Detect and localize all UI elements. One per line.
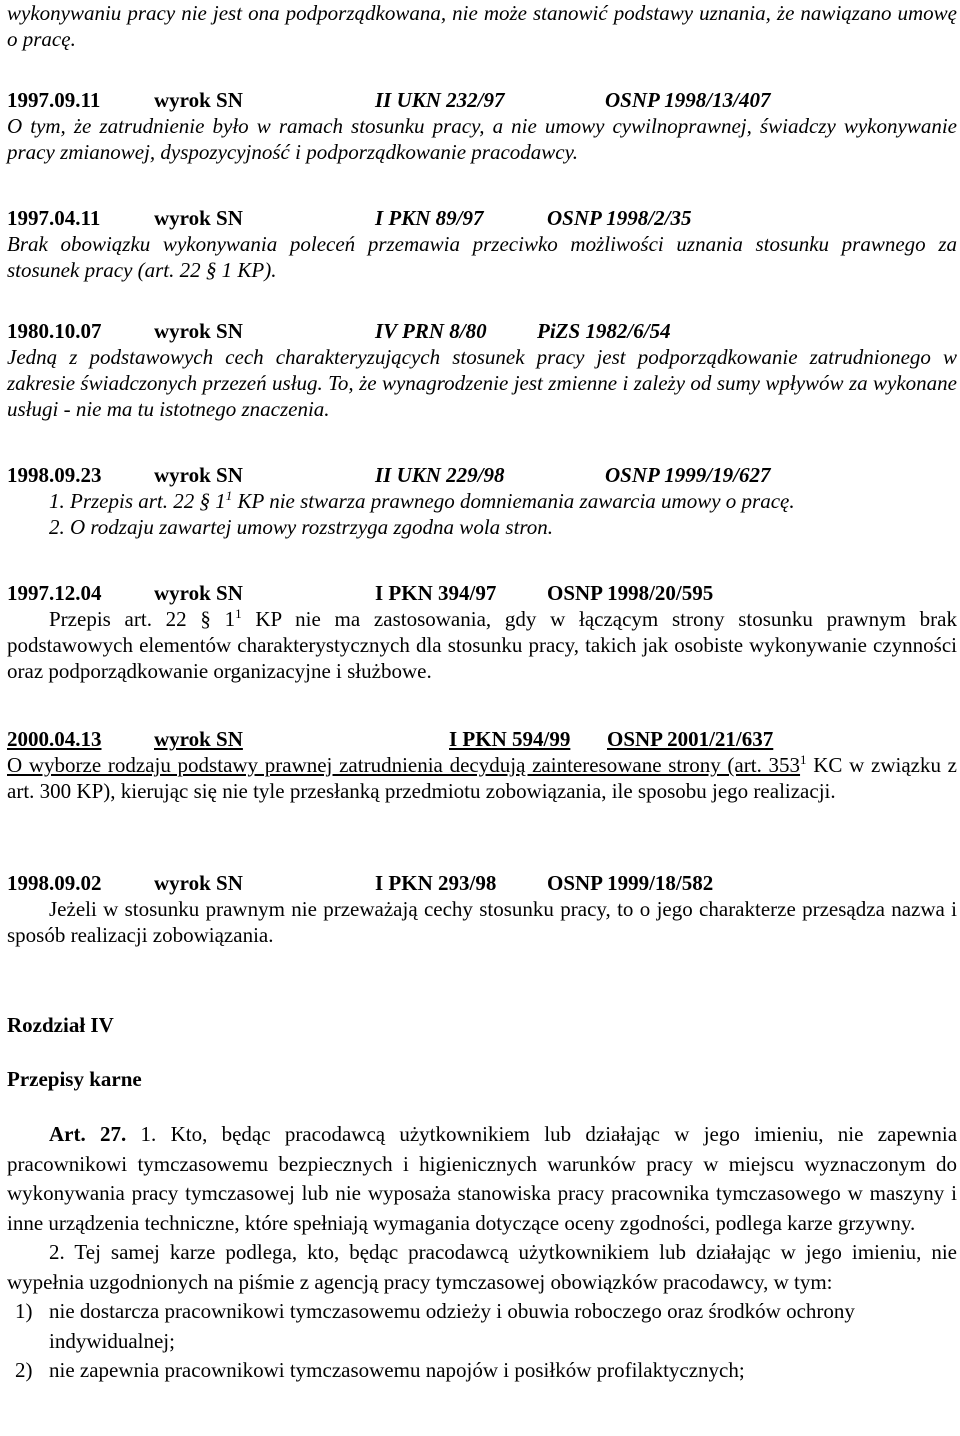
chapter-title: Rozdział IV [7,1013,114,1037]
case-kind: wyrok SN [154,871,243,895]
article-label: Art. 27. [49,1122,127,1146]
case-header [7,205,957,231]
case-header [7,726,957,752]
case-header [7,870,957,896]
case-date: 1998.09.02 [7,871,102,895]
case-kind: wyrok SN [154,88,243,112]
case-publication: OSNP 1998/13/407 [605,88,771,112]
article-27 [7,1120,957,1386]
chapter-subtitle: Przepisy karne [7,1067,142,1091]
case-date: 1998.09.23 [7,463,102,487]
case-entry [7,87,957,165]
case-date: 2000.04.13 [7,727,102,751]
case-publication: OSNP 1999/19/627 [605,463,771,487]
case-text: Przepis art. 22 § $1^1$ KP nie ma zastosowania, gdy w łączącym strony stosunku prawnym brak podstawowych elementów charakterystycznych dla stosunku pracy, takich jak osobiste wykonywanie czynności oraz podporządkowanie organizacyjne i służbowe. [7,606,957,683]
case-entry [7,870,957,948]
case-publication: PiZS 1982/6/54 [537,319,671,343]
case-entry [7,462,957,540]
case-signature: I PKN 594/99 [449,727,571,751]
case-signature: I PKN 394/97 [375,581,497,605]
case-text: O tym, że zatrudnienie było w ramach stosunku pracy, a nie umowy cywilnoprawnej, świadczy wykonywanie pracy zmianowej, dyspozycyjność i podporządkowanie pracodawcy. [7,114,957,164]
list-item: 1) nie dostarcza pracownikowi tymczasowemu odzieży i obuwia roboczego oraz środków ochrony indywidualnej; [15,1299,855,1353]
case-text: Jedną z podstawowych cech charakteryzujących stosunek pracy jest podporządkowanie zatrudnionego w zakresie świadczonych przezeń usług. To, że wynagrodzenie jest zmienne i zależy od sumy wpływów za wykonane usługi - nie ma tu istotnego znaczenia. [7,345,957,421]
case-text: O wyborze rodzaju podstawy prawnej zatrudnienia decydują zainteresowane strony (art. $353^1$ KC w związku z art. 300 KP), kierując się nie tyle przesłanką przedmiotu zobowiązania, ile sposobu jego realizacji. [7,752,957,803]
intro-paragraph: wykonywaniu pracy nie jest ona podporządkowana, nie może stanowić podstawy uznania, że nawiązano umowę o pracę. [7,1,957,51]
article-paragraph-1: Art. 27. 1. Kto, będąc pracodawcą użytkownikiem lub działając w jego imieniu, nie zapewnia pracownikowi tymczasowemu bezpiecznych i higienicznych warunków pracy w miejscu wyznaczonym do wykonywania pracy tymczasowej lub nie wyposaża stanowiska pracy pracownika tymczasowego w maszyny i inne urządzenia techniczne, które spełniają wymagania dotyczące oceny zgodności, podlega karze grzywny. [7,1122,958,1235]
case-publication: OSNP 2001/21/637 [607,727,774,751]
case-date: 1980.10.07 [7,319,102,343]
case-entry [7,726,957,804]
case-entry [7,205,957,283]
case-publication: OSNP 1999/18/582 [547,871,714,895]
case-entry [7,580,957,684]
case-entry [7,318,957,422]
case-header [7,87,957,113]
case-item-1: 1. Przepis art. 22 § $1^1$ KP nie stwarza prawnego domniemania zawarcia umowy o pracę. [49,488,795,513]
case-date: 1997.12.04 [7,581,102,605]
case-kind: wyrok SN [154,581,243,605]
case-text: Brak obowiązku wykonywania poleceń przemawia przeciwko możliwości uznania stosunku prawnego za stosunek pracy (art. 22 § 1 KP). [7,232,957,282]
case-header [7,318,957,344]
case-text: Jeżeli w stosunku prawnym nie przeważają cechy stosunku pracy, to o jego charakterze przesądza nazwa i sposób realizacji zobowiązania. [7,897,957,947]
case-publication: OSNP 1998/20/595 [547,581,714,605]
case-kind: wyrok SN [154,463,243,487]
case-signature: IV PRN 8/80 [375,319,487,343]
case-header [7,462,957,488]
case-signature: I PKN 89/97 [375,206,484,230]
case-date: 1997.09.11 [7,88,101,112]
article-paragraph-2: 2. Tej samej karze podlega, kto, będąc pracodawcą użytkownikiem lub działając w jego imieniu, nie wypełnia uzgodnionych na piśmie z agencją pracy tymczasowej obowiązków pracodawcy, w tym: [7,1240,957,1294]
case-publication: OSNP 1998/2/35 [547,206,692,230]
case-kind: wyrok SN [154,727,243,751]
case-header [7,580,957,606]
case-date: 1997.04.11 [7,206,101,230]
case-signature: II UKN 229/98 [375,463,505,487]
case-signature: I PKN 293/98 [375,871,497,895]
case-kind: wyrok SN [154,319,243,343]
case-signature: II UKN 232/97 [375,88,505,112]
list-item: 2) nie zapewnia pracownikowi tymczasowemu napojów i posiłków profilaktycznych; [15,1358,745,1382]
case-kind: wyrok SN [154,206,243,230]
case-item-2: 2. O rodzaju zawartej umowy rozstrzyga zgodna wola stron. [49,515,554,539]
